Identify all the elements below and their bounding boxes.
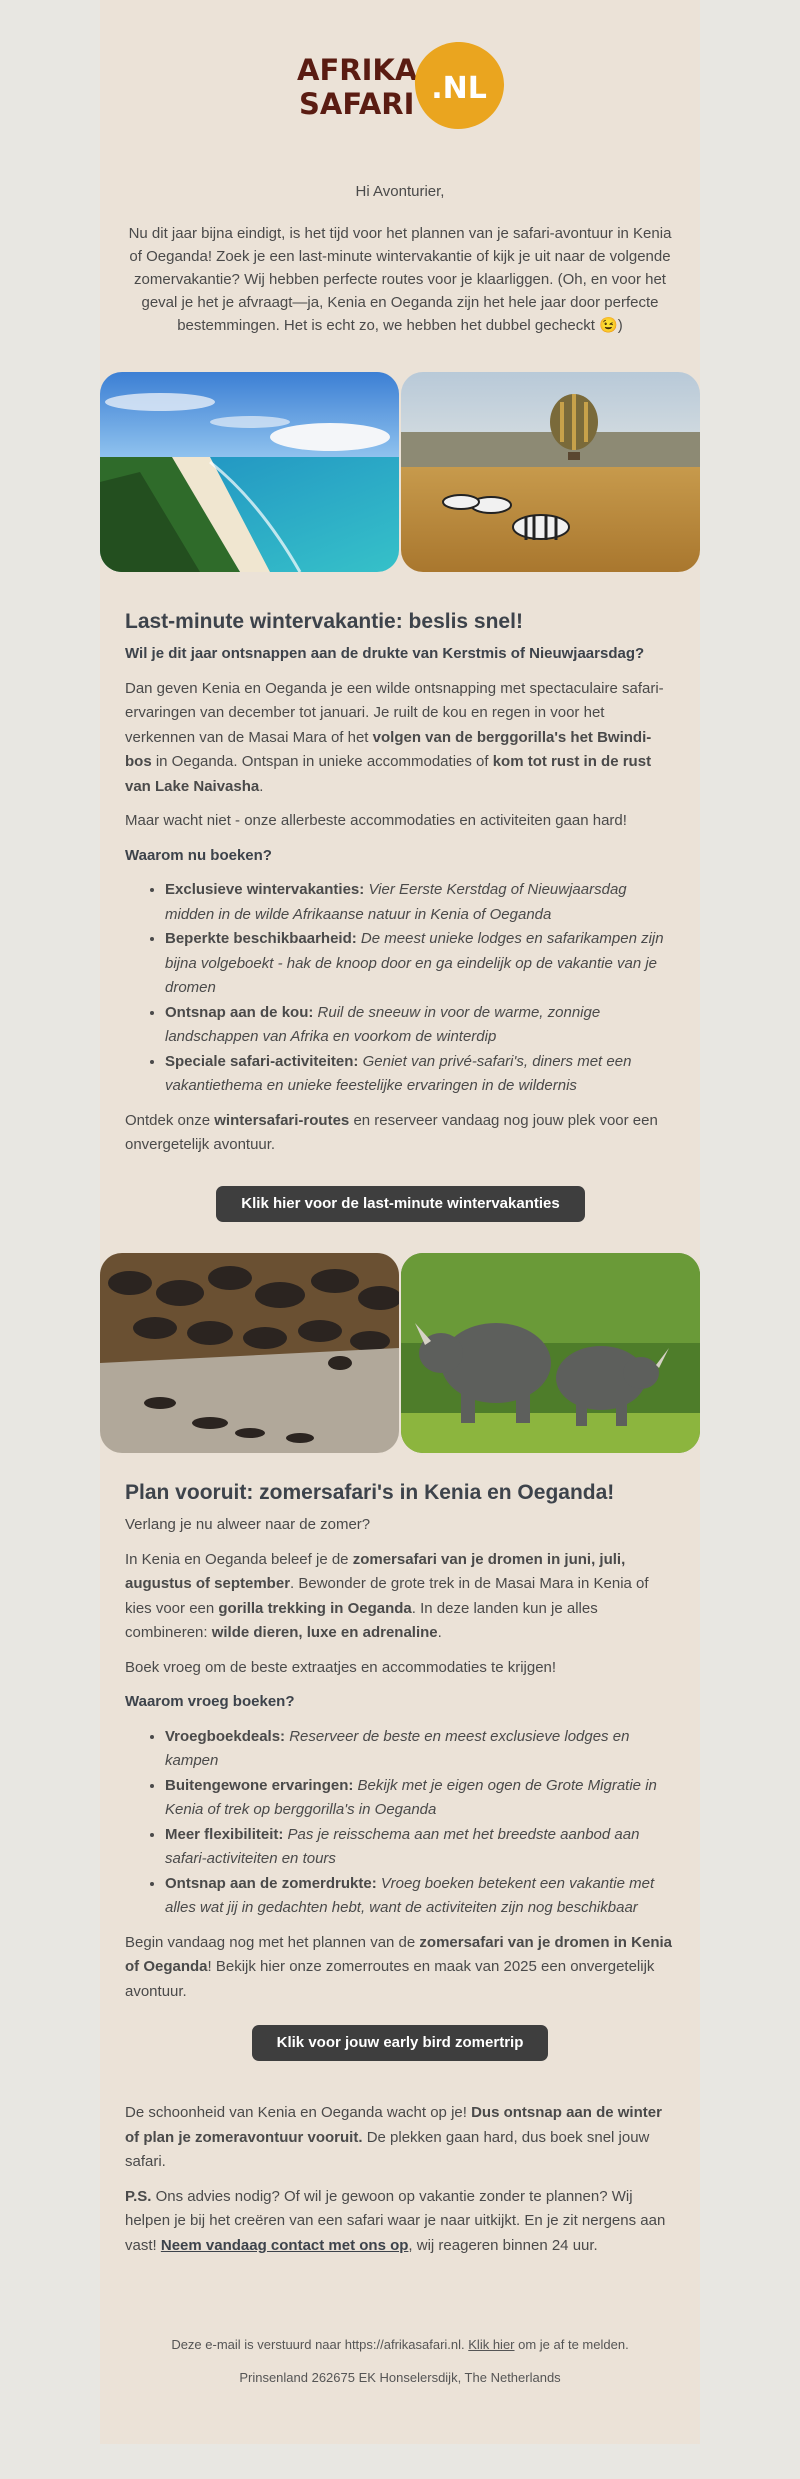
photo-row-summer bbox=[100, 1253, 700, 1453]
winter-paragraph-2: Maar wacht niet - onze allerbeste accommodaties en activiteiten gaan hard! bbox=[125, 812, 627, 829]
wildebeest-migration-photo bbox=[100, 1253, 399, 1453]
greeting: Hi Avonturier, bbox=[355, 183, 445, 200]
logo-line2: SAFARI bbox=[299, 87, 415, 121]
summer-title: Plan vooruit: zomersafari's in Kenia en Oeganda! bbox=[125, 1481, 615, 1504]
list-item: • Meer flexibiliteit: Pas je reisschema aan met het breedste aanbod aan safari-activiteiten en tours bbox=[165, 1823, 675, 1872]
list-item: • Speciale safari-activiteiten: Geniet van privé-safari's, diners met een vakantiethema en unieke feestelijke ervaringen in de wildernis bbox=[165, 1050, 675, 1099]
balloon-zebras-photo bbox=[401, 372, 700, 572]
winter-paragraph-1: Dan geven Kenia en Oeganda je een wilde ontsnapping met spectaculaire safari-ervaringen van december tot januari. Je ruilt de kou en regen in voor het verkennen van de Masai Mara of het volgen van de berggorilla's het Bwindi-bos in Oeganda. Ontspan in unieke accommodaties of kom tot rust in de rust van Lake Naivasha. bbox=[125, 679, 664, 795]
list-item: • Buitengewone ervaringen: Bekijk met je eigen ogen de Grote Migratie in Kenia of trek op berggorilla's in Oeganda bbox=[165, 1774, 675, 1823]
summer-section bbox=[125, 1479, 675, 2014]
winter-subtitle: Wil je dit jaar ontsnappen aan de drukte van Kerstmis of Nieuwjaarsdag? bbox=[125, 645, 645, 662]
summer-paragraph-2: Boek vroeg om de beste extraatjes en accommodaties te krijgen! bbox=[125, 1658, 557, 1676]
intro-text bbox=[125, 180, 675, 356]
beach-coast-photo bbox=[100, 372, 399, 572]
winter-cta-button[interactable]: Klik hier voor de last-minute wintervakanties bbox=[216, 1186, 585, 1222]
summer-paragraph-1: In Kenia en Oeganda beleef je de zomersafari van je dromen in juni, juli, augustus of september. Bewonder de grote trek in de Masai Mara in Kenia of kies voor een gorilla trekking in Oeganda. In deze landen kun je alles combineren: wilde dieren, luxe en adrenaline. bbox=[125, 1550, 649, 1641]
intro-paragraph: Nu dit jaar bijna eindigt, is het tijd voor het plannen van je safari-avontuur in Kenia of Oeganda! Zoek je een last-minute wintervakantie of kijk je uit naar de volgende zomervakantie? Wij hebben perfecte routes voor je klaarliggen. (Oh, en voor het geval je het je afvraagt—ja, Kenia en Oeganda zijn het hele jaar door perfecte bestemmingen. Het is echt zo, we hebben het dubbel gecheckt 😉) bbox=[128, 225, 672, 334]
list-item: • Vroegboekdeals: Reserveer de beste en meest exclusieve lodges en kampen bbox=[165, 1725, 675, 1774]
list-item: • Ontsnap aan de kou: Ruil de sneeuw in voor de warme, zonnige landschappen van Afrika en voorkom de winterdip bbox=[165, 1001, 675, 1050]
photo-row-winter bbox=[100, 372, 700, 572]
summer-outro: Begin vandaag nog met het plannen van de zomersafari van je dromen in Kenia of Oeganda! Bekijk hier onze zomerroutes en maak van 2025 een onvergetelijk avontuur. bbox=[125, 1933, 672, 2000]
summer-subtitle: Verlang je nu alweer naar de zomer? bbox=[125, 1516, 371, 1533]
list-item: • Exclusieve wintervakanties: Vier Eerste Kerstdag of Nieuwjaarsdag midden in de wilde Afrikaanse natuur in Kenia of Oeganda bbox=[165, 878, 675, 927]
logo-line1: AFRIKA bbox=[297, 53, 418, 87]
rhinos-photo bbox=[401, 1253, 700, 1453]
logo-tld: .NL bbox=[431, 71, 487, 106]
summer-benefit-list bbox=[165, 1725, 675, 1921]
ps-paragraph: P.S. Ons advies nodig? Of wil je gewoon op vakantie zonder te plannen? Wij helpen je bij het creëren van een safari waar je naar uitkijkt. En je zit nergens aan vast! Neem vandaag contact met ons op, wij reageren binnen 24 uur. bbox=[125, 2187, 666, 2254]
winter-outro: Ontdek onze wintersafari-routes en reserveer vandaag nog jouw plek voor een onvergetelijk avontuur. bbox=[125, 1111, 658, 1153]
winter-title: Last-minute wintervakantie: beslis snel! bbox=[125, 610, 523, 633]
closing-section bbox=[125, 2101, 675, 2268]
contact-us-link[interactable]: Neem vandaag contact met ons op bbox=[160, 2236, 409, 2254]
summer-why-heading: Waarom vroeg boeken? bbox=[125, 1693, 295, 1710]
afrika-safari-logo[interactable] bbox=[297, 38, 507, 133]
list-item: • Beperkte beschikbaarheid: De meest unieke lodges en safarikampen zijn bijna volgeboekt - hak de knoop door en ga eindelijk op de vakantie van je dromen bbox=[165, 927, 675, 1001]
unsubscribe-link[interactable]: Klik hier bbox=[468, 2337, 515, 2352]
winter-section bbox=[125, 608, 675, 1168]
winter-why-heading: Waarom nu boeken? bbox=[125, 846, 272, 864]
footer-sent-notice: Deze e-mail is verstuurd naar https://afrikasafari.nl. Klik hier om je af te melden. bbox=[171, 2337, 629, 2352]
footer-address: Prinsenland 262675 EK Honselersdijk, The Netherlands bbox=[239, 2370, 561, 2385]
email-card bbox=[100, 0, 700, 2444]
list-item: • Ontsnap aan de zomerdrukte: Vroeg boeken betekent een vakantie met alles wat jij in gedachten hebt, want de activiteiten zijn nog beschikbaar bbox=[165, 1872, 675, 1921]
summer-cta-button[interactable]: Klik voor jouw early bird zomertrip bbox=[252, 2025, 548, 2061]
footer bbox=[125, 2335, 675, 2388]
closing-paragraph: De schoonheid van Kenia en Oeganda wacht op je! Dus ontsnap aan de winter of plan je zomeravontuur vooruit. De plekken gaan hard, dus boek snel jouw safari. bbox=[125, 2104, 662, 2170]
winter-benefit-list bbox=[165, 878, 675, 1099]
